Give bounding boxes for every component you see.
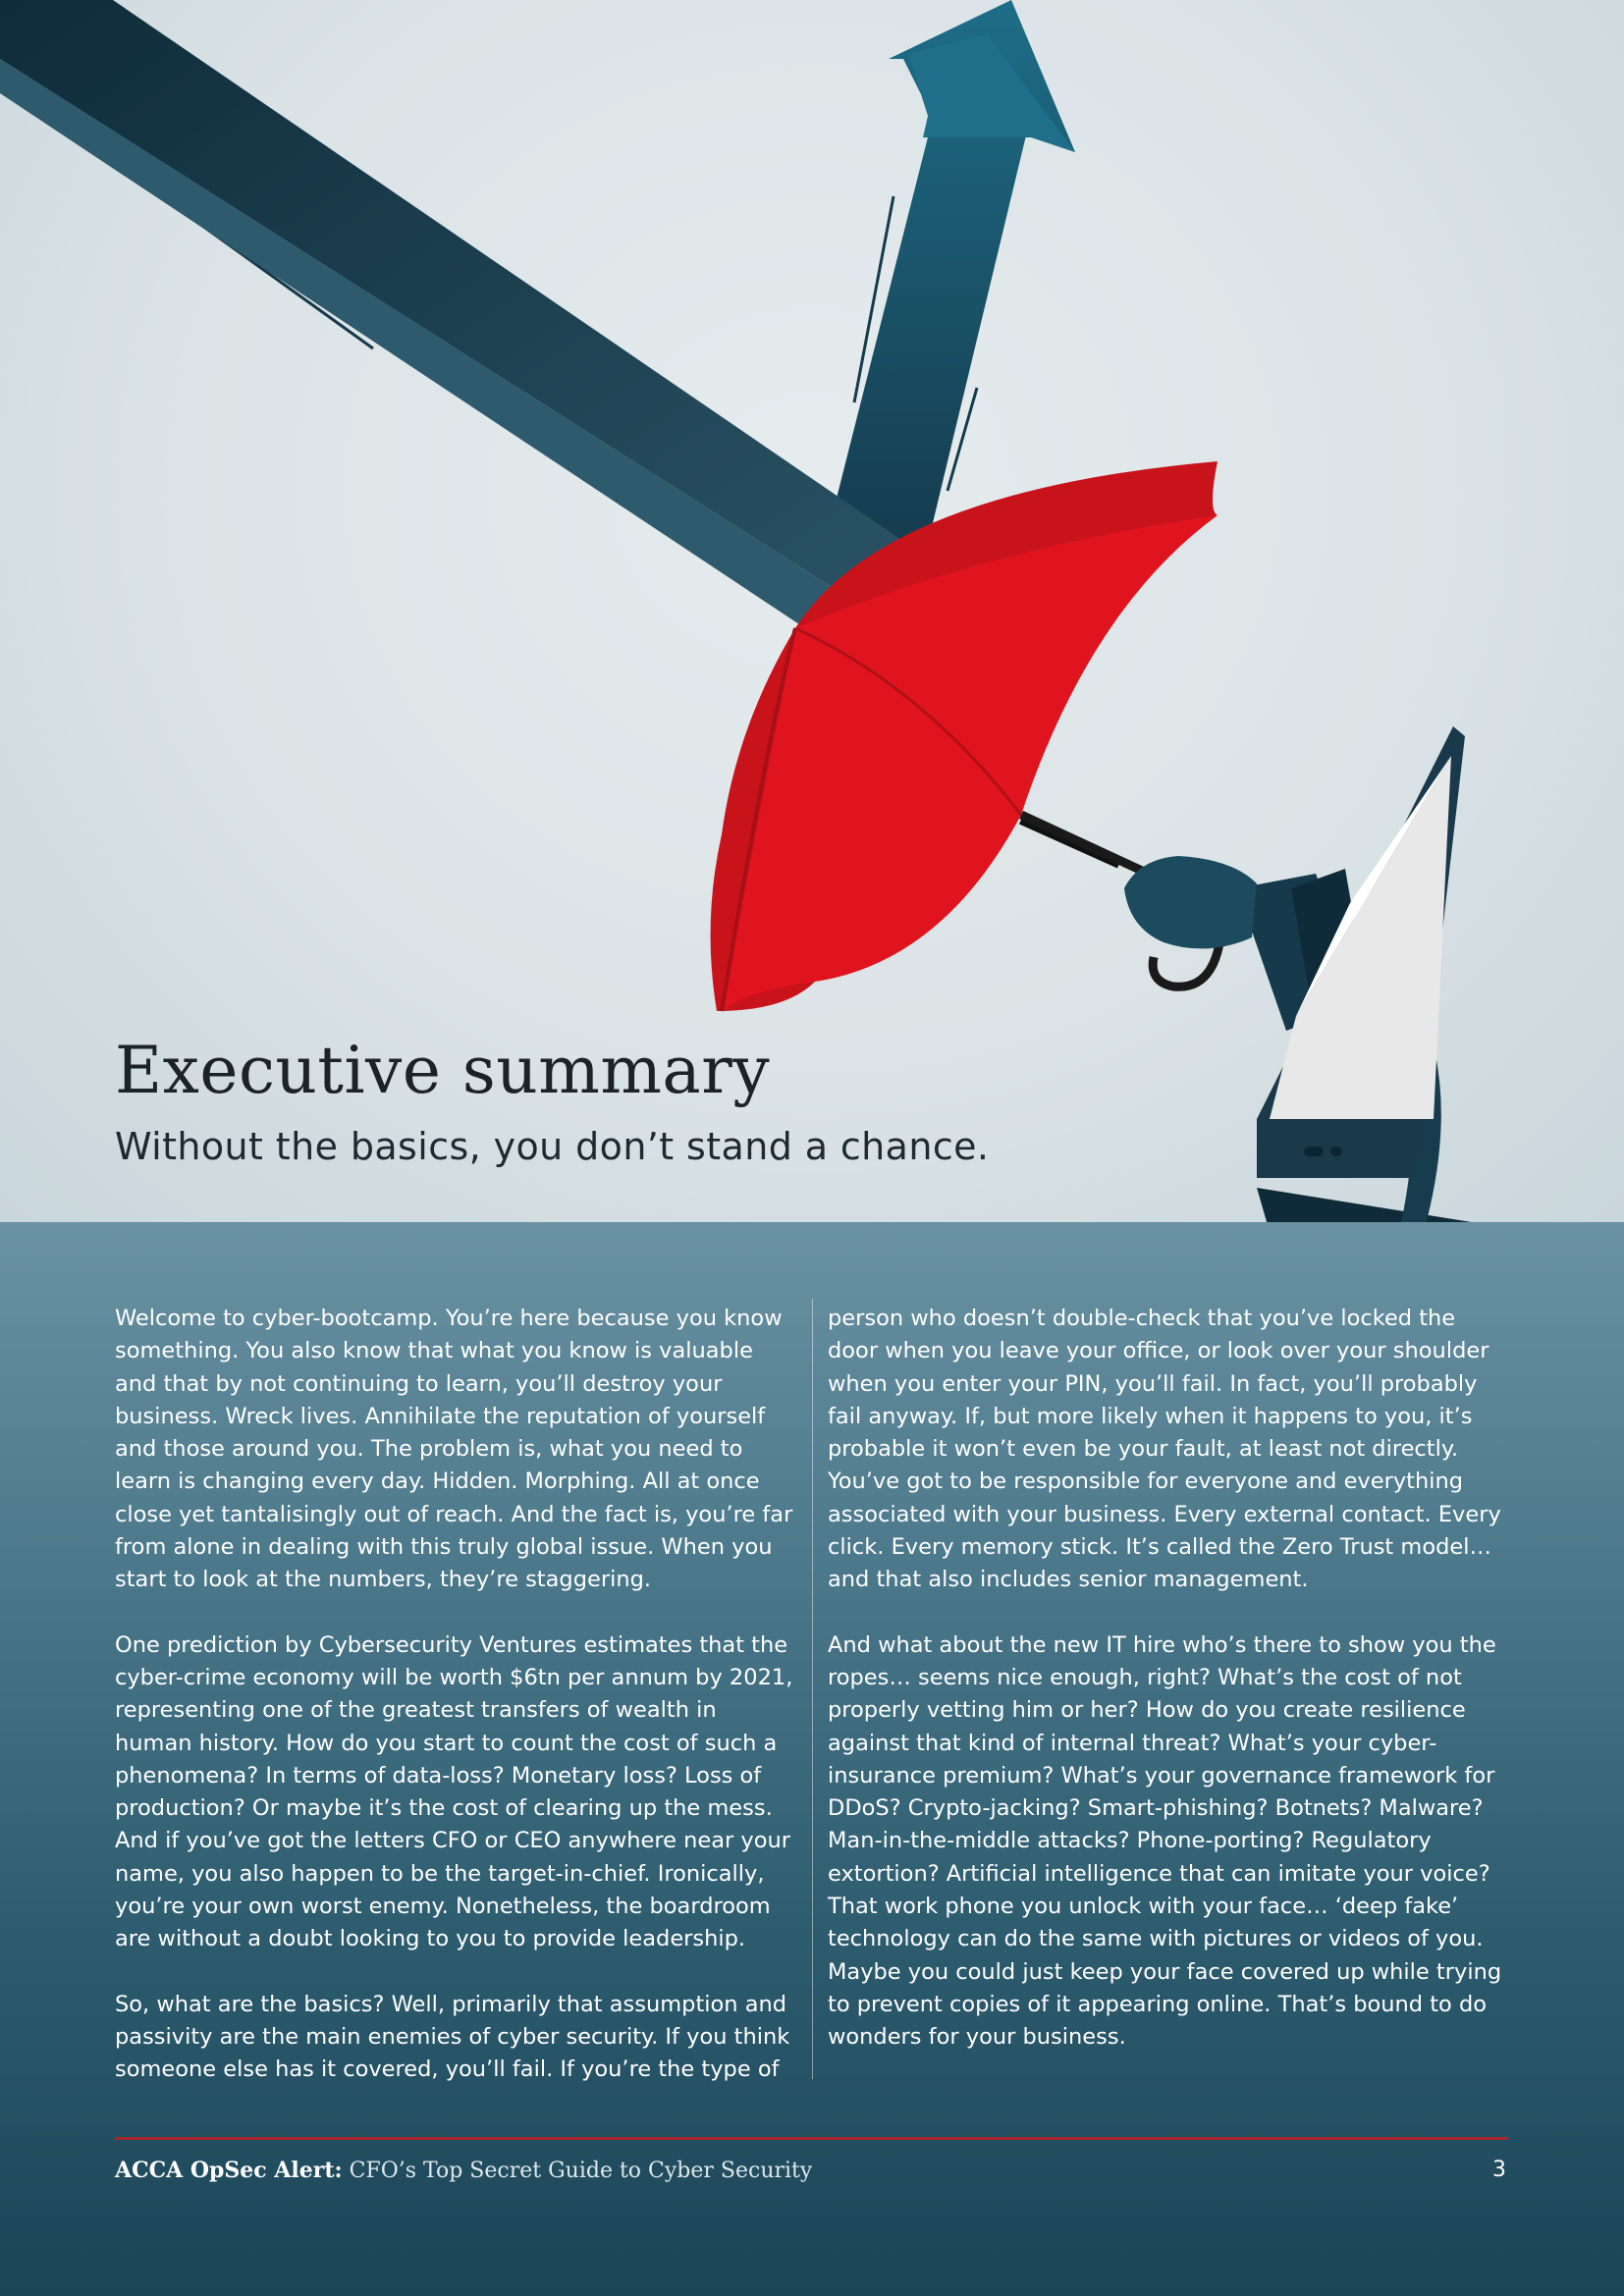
paragraph: person who doesn’t double-check that you’ve locked the door when you leave your office, or look over your shoulder when you enter your PIN, you’ll fail. In fact, you’ll probably fail anyway. If, but more likely when it happens to you, it’s probable it won’t even be your fault, at least not directly. You’ve got to be responsible for everyone and everything associated with your business. Every external contact. Every click. Every memory stick. It’s called the Zero Trust model… and that also includes senior management. [828, 1306, 1501, 1593]
paragraph: So, what are the basics? Well, primarily that assumption and passivity are the main enemies of cyber security. If you think someone else has it covered, you’ll fail. If you’re the type of [115, 1991, 790, 2083]
page-title: Executive summary [115, 1033, 771, 1108]
footer-brand: ACCA OpSec Alert: [115, 2158, 343, 2183]
page-number: 3 [1492, 2158, 1506, 2182]
paragraph: And what about the new IT hire who’s there to show you the ropes… seems nice enough, right? What’s the cost of not properly vetting him or her? How do you create resilience against that kind of internal threat? What’s your cyber-insurance premium? What’s your governance framework for DDoS? Crypto-jacking? Smart-phishing? Botnets? Malware? Man-in-the-middle attacks? Phone-porting? Regulatory extortion? Artificial intelligence that can imitate your voice? That work phone you unlock with your face… ‘deep fake’ technology can do the same with pictures or videos of you. Maybe you could just keep your face covered up while trying to prevent copies of it appearing online. That’s bound to do wonders for your business. [828, 1631, 1502, 2051]
right-column [828, 1303, 1509, 2087]
page-subtitle: Without the basics, you don’t stand a chance. [115, 1125, 990, 1168]
footer-title [115, 2158, 812, 2183]
footer-guide-title: CFO’s Top Secret Guide to Cyber Security [349, 2159, 813, 2183]
left-column [115, 1303, 796, 2119]
arrow-down-shaft [0, 0, 923, 628]
footer-rule [115, 2137, 1508, 2140]
paragraph: One prediction by Cybersecurity Ventures estimates that the cyber-crime economy will be worth $6tn per annum by 2021, representing one of the greatest transfers of wealth in human history. How do you start to count the cost of such a phenomena? In terms of data-loss? Monetary loss? Loss of production? Or maybe it’s the cost of clearing up the mess. And if you’ve got the letters CFO or CEO anywhere near your name, you also happen to be the target-in-chief. Ironically, you’re your own worst enemy. Nonetheless, the boardroom are without a doubt looking to you to provide leadership. [115, 1631, 793, 1952]
column-divider [812, 1299, 813, 2079]
paragraph: Welcome to cyber-bootcamp. You’re here because you know something. You also know that what you know is valuable and that by not continuing to learn, you’ll destroy your business. Wreck lives. Annihilate the reputation of yourself and those around you. The problem is, what you need to learn is changing every day. Hidden. Morphing. All at once close yet tantalisingly out of reach. And the fact is, you’re far from alone in dealing with this truly global issue. When you start to look at the numbers, they’re staggering. [115, 1306, 793, 1593]
